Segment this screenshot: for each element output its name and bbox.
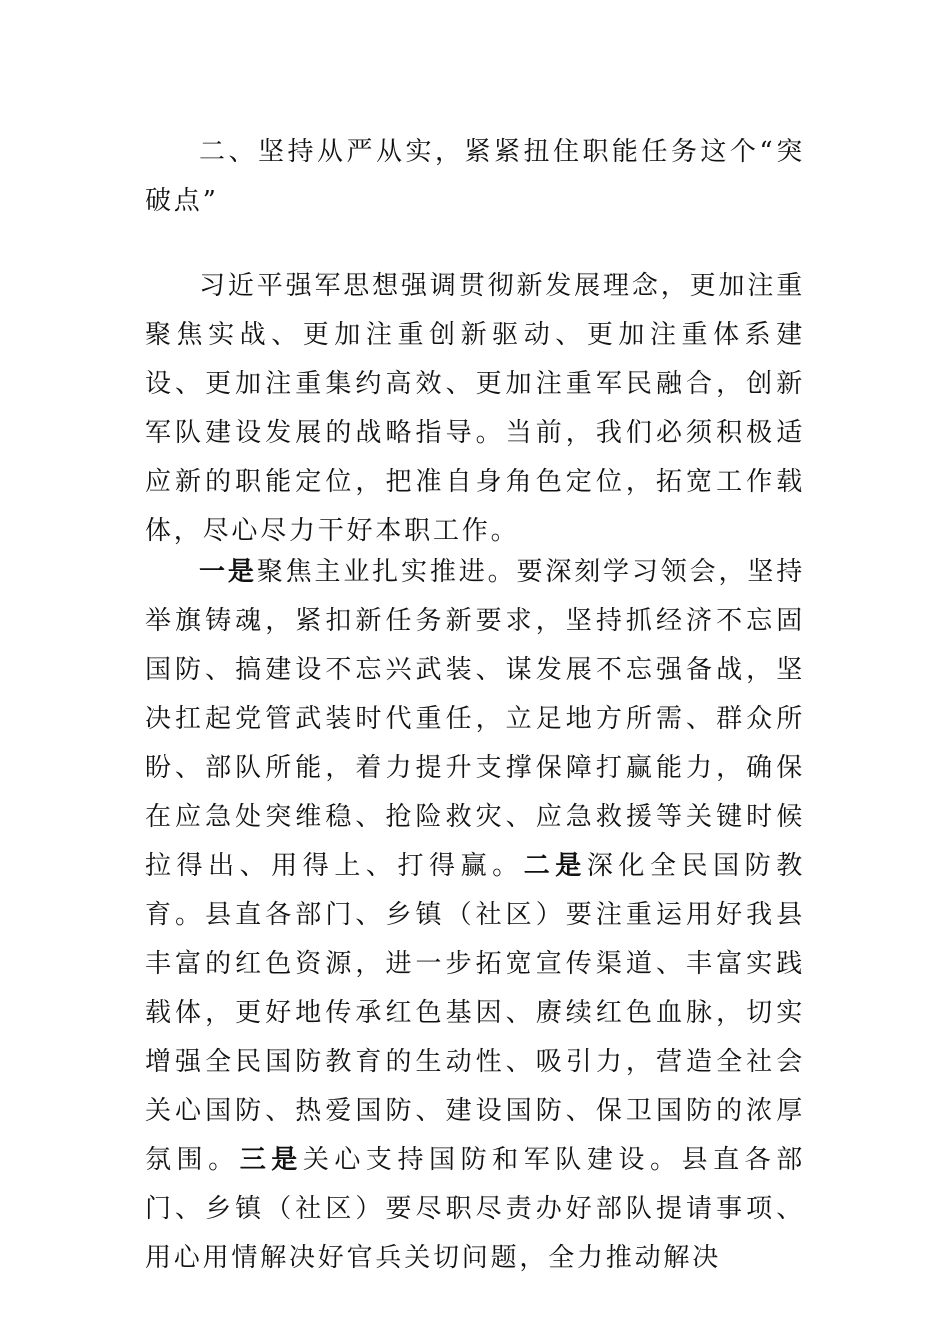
point-three-text: 关心支持国防和军队建设。县直各部门、乡镇（社区）要尽职尽责办好部队提请事项、用心用情解决好官兵关切问题，全力推动解决 <box>145 1145 805 1273</box>
section-heading: 二、坚持从严从实，紧紧扭住职能任务这个“突破点” <box>145 137 805 216</box>
lead-point-one: 一是 <box>199 557 257 587</box>
intro-paragraph: 习近平强军思想强调贯彻新发展理念，更加注重聚焦实战、更加注重创新驱动、更加注重体系建设、更加注重集约高效、更加注重军民融合，创新军队建设发展的战略指导。当前，我们必须积极适应新的职能定位，把准自身角色定位，拓宽工作载体，尽心尽力干好本职工作。 <box>145 271 805 546</box>
lead-point-three: 三是 <box>239 1145 303 1175</box>
point-two-text: 深化全民国防教育。县直各部门、乡镇（社区）要注重运用好我县丰富的红色资源，进一步拓宽宣传渠道、丰富实践载体，更好地传承红色基因、赓续红色血脉，切实增强全民国防教育的生动性、吸引力，营造全社会关心国防、热爱国防、建设国防、保卫国防的浓厚氛围。 <box>145 851 805 1175</box>
lead-point-two: 二是 <box>523 851 587 881</box>
point-one-text: 聚焦主业扎实推进。要深刻学习领会，坚持举旗铸魂，紧扣新任务新要求，坚持抓经济不忘固国防、搞建设不忘兴武装、谋发展不忘强备战，坚决扛起党管武装时代重任，立足地方所需、群众所盼、部队所能，着力提升支撑保障打赢能力，确保在应急处突维稳、抢险救灾、应急救援等关键时候拉得出、用得上、打得赢。 <box>145 557 806 881</box>
measures-paragraph <box>145 548 805 1283</box>
